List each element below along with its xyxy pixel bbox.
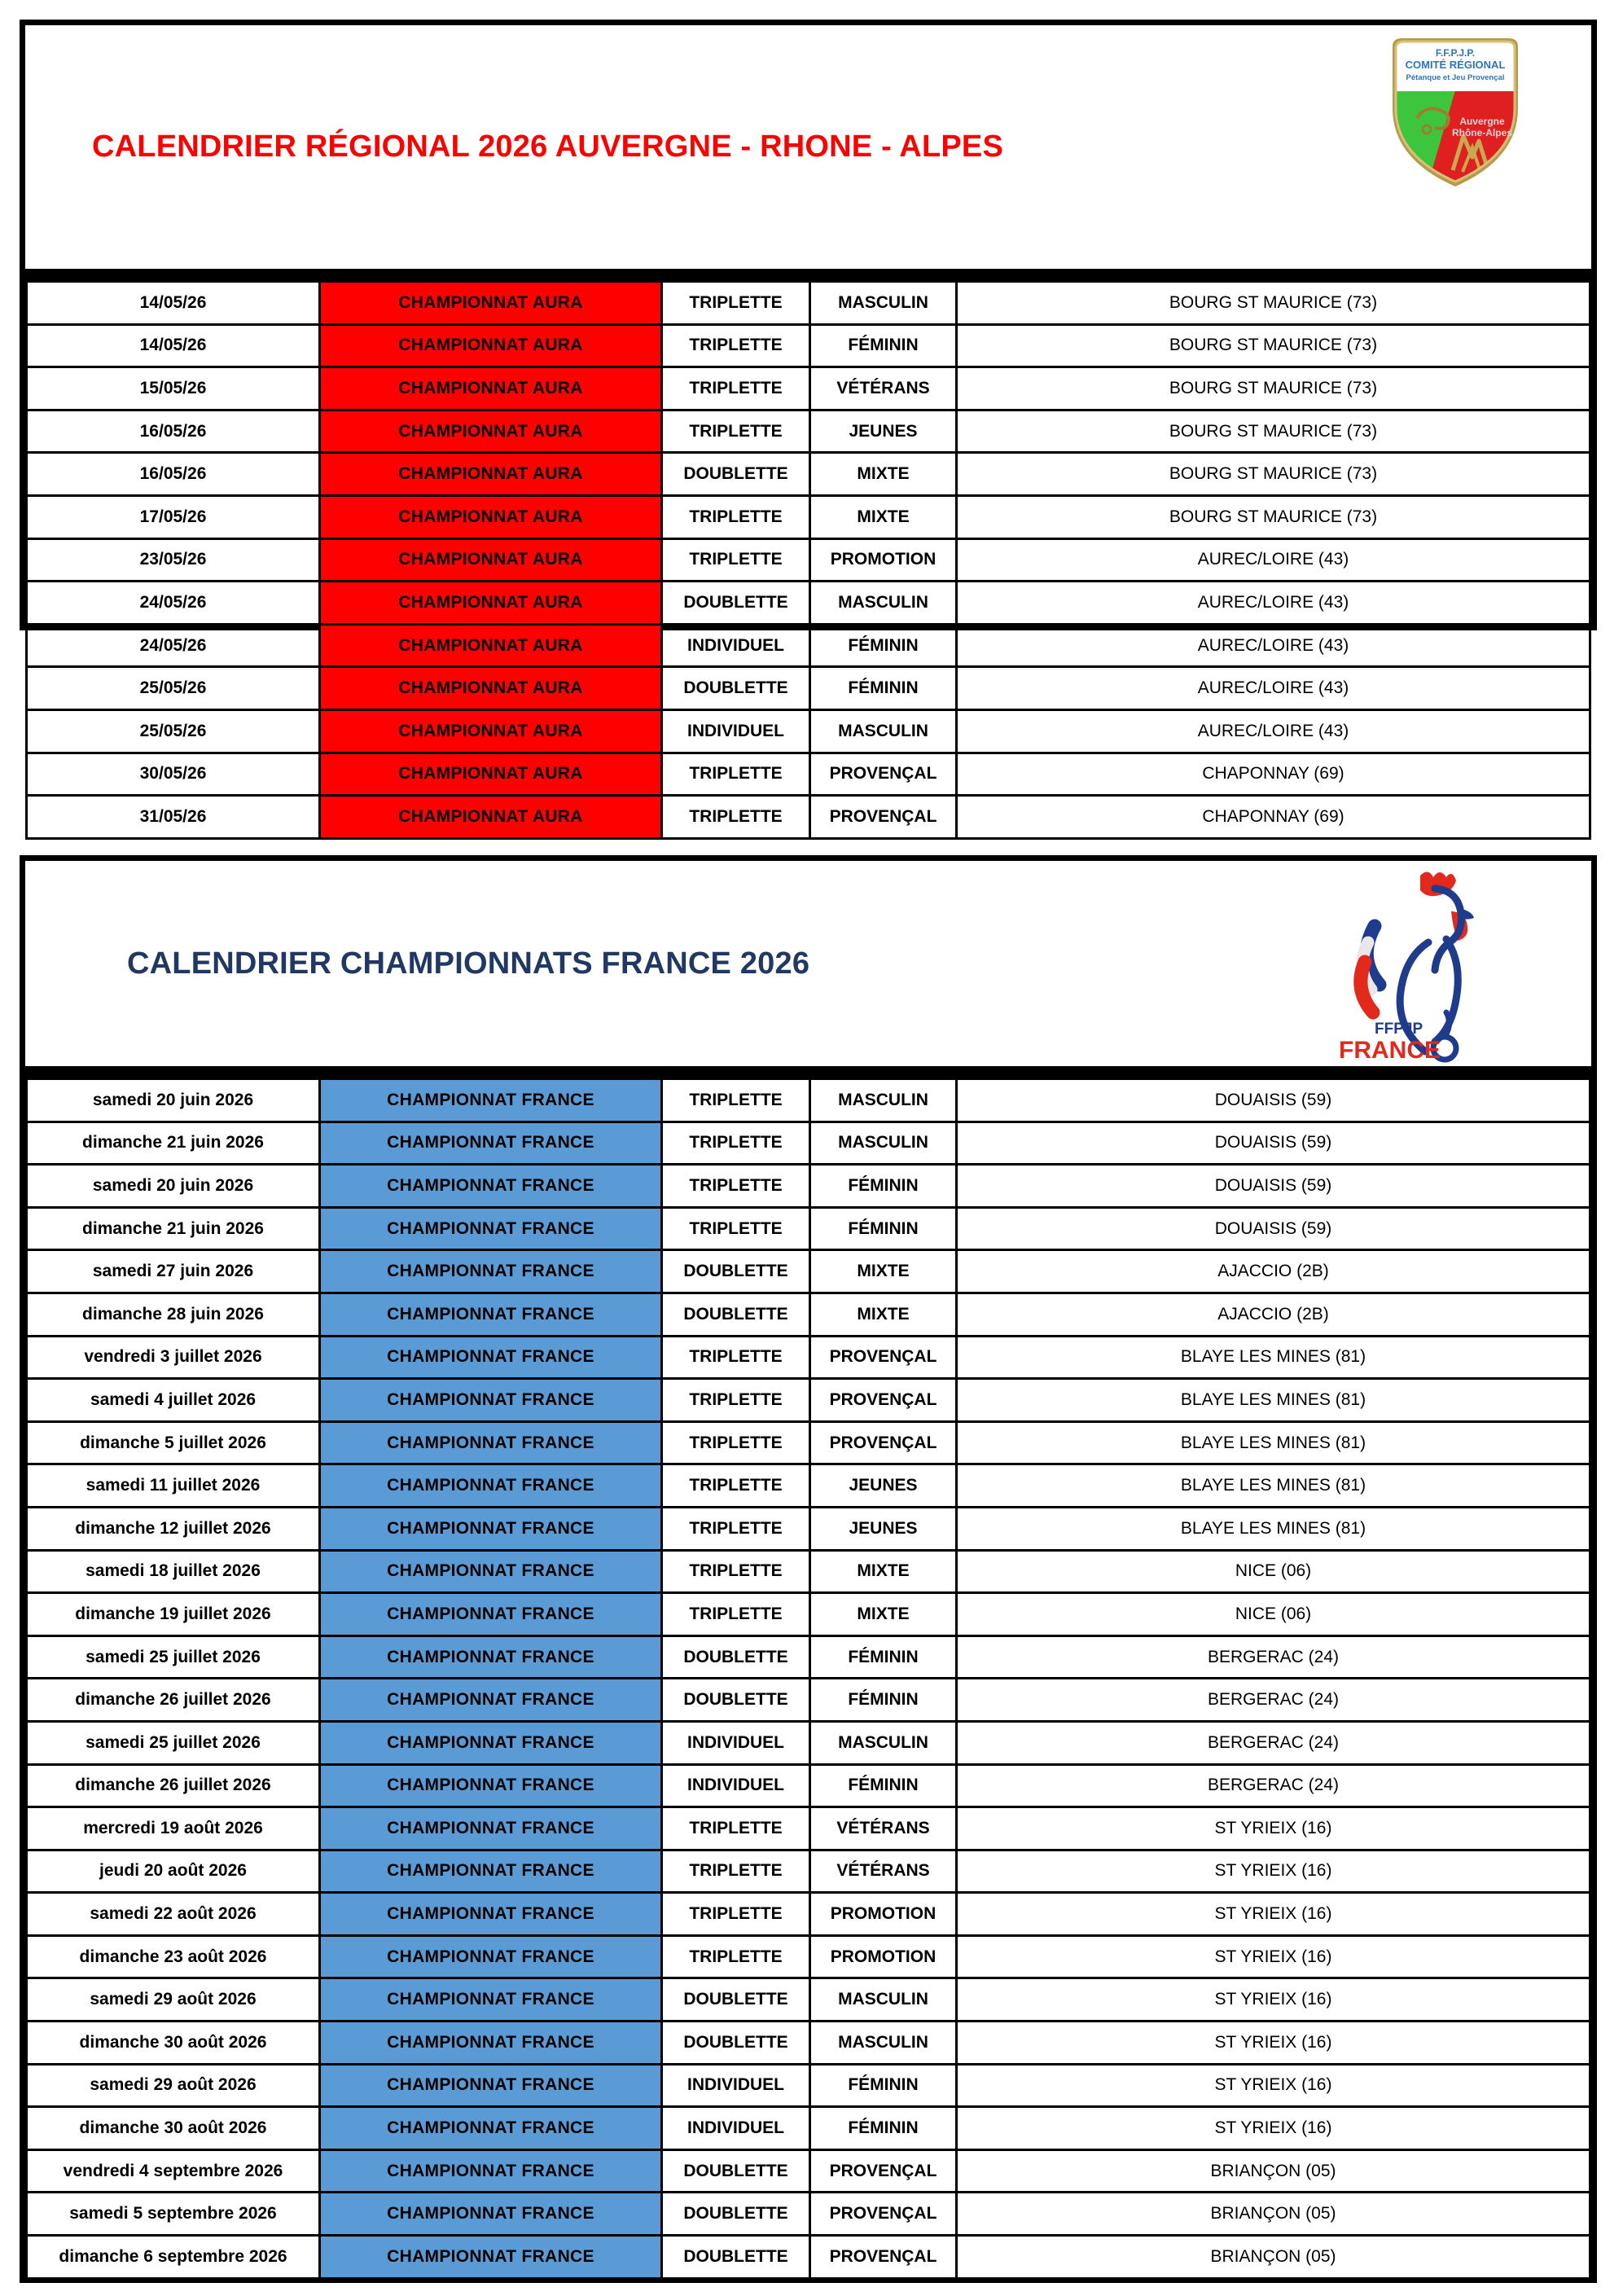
row-lieu: ST YRIEIX (16) xyxy=(957,1893,1590,1936)
row-championnat: CHAMPIONNAT FRANCE xyxy=(320,2236,662,2279)
table-row xyxy=(27,582,1590,625)
table-row xyxy=(27,1807,1590,1850)
row-lieu: ST YRIEIX (16) xyxy=(957,1978,1590,2022)
row-lieu: BRIANÇON (05) xyxy=(957,2193,1590,2236)
logo-region-line1: Auvergne xyxy=(1459,116,1505,127)
row-lieu: BOURG ST MAURICE (73) xyxy=(957,453,1590,496)
row-categorie: PROMOTION xyxy=(810,538,957,582)
row-championnat: CHAMPIONNAT AURA xyxy=(320,667,662,710)
row-formule: INDIVIDUEL xyxy=(662,709,810,753)
row-championnat: CHAMPIONNAT AURA xyxy=(320,282,662,325)
table-row xyxy=(27,1250,1590,1293)
row-date: samedi 29 août 2026 xyxy=(27,2064,320,2107)
row-lieu: AJACCIO (2B) xyxy=(957,1250,1590,1293)
row-lieu: AJACCIO (2B) xyxy=(957,1293,1590,1336)
row-formule: TRIPLETTE xyxy=(662,1850,810,1893)
row-categorie: MIXTE xyxy=(810,495,957,538)
table-row xyxy=(27,1679,1590,1722)
row-formule: TRIPLETTE xyxy=(662,796,810,839)
row-categorie: MIXTE xyxy=(810,1550,957,1593)
rooster-icon xyxy=(1324,864,1520,1068)
row-formule: TRIPLETTE xyxy=(662,282,810,325)
row-date: samedi 25 juillet 2026 xyxy=(27,1721,320,1764)
row-championnat: CHAMPIONNAT AURA xyxy=(320,624,662,667)
table-row xyxy=(27,1978,1590,2022)
row-formule: INDIVIDUEL xyxy=(662,624,810,667)
row-lieu: BLAYE LES MINES (81) xyxy=(957,1421,1590,1464)
table-row xyxy=(27,282,1590,325)
row-formule: DOUBLETTE xyxy=(662,1679,810,1722)
row-date: dimanche 26 juillet 2026 xyxy=(27,1764,320,1807)
row-date: 17/05/26 xyxy=(27,495,320,538)
row-formule: INDIVIDUEL xyxy=(662,1721,810,1764)
row-lieu: ST YRIEIX (16) xyxy=(957,2064,1590,2107)
row-formule: TRIPLETTE xyxy=(662,1935,810,1978)
row-lieu: BERGERAC (24) xyxy=(957,1679,1590,1722)
row-championnat: CHAMPIONNAT FRANCE xyxy=(320,2064,662,2107)
row-championnat: CHAMPIONNAT FRANCE xyxy=(320,1293,662,1336)
row-formule: DOUBLETTE xyxy=(662,582,810,625)
row-lieu: BLAYE LES MINES (81) xyxy=(957,1507,1590,1550)
table-row xyxy=(27,1721,1590,1764)
row-categorie: FÉMININ xyxy=(810,1165,957,1208)
row-lieu: AUREC/LOIRE (43) xyxy=(957,709,1590,753)
row-formule: TRIPLETTE xyxy=(662,1464,810,1508)
france-banner-section xyxy=(20,855,1597,1072)
row-lieu: BRIANÇON (05) xyxy=(957,2236,1590,2279)
row-championnat: CHAMPIONNAT FRANCE xyxy=(320,1079,662,1122)
table-row xyxy=(27,1464,1590,1508)
row-date: dimanche 30 août 2026 xyxy=(27,2022,320,2065)
row-lieu: AUREC/LOIRE (43) xyxy=(957,582,1590,625)
row-date: samedi 27 juin 2026 xyxy=(27,1250,320,1293)
row-date: 25/05/26 xyxy=(27,667,320,710)
row-date: 15/05/26 xyxy=(27,367,320,410)
row-formule: TRIPLETTE xyxy=(662,1507,810,1550)
row-championnat: CHAMPIONNAT FRANCE xyxy=(320,1250,662,1293)
row-categorie: PROVENÇAL xyxy=(810,1421,957,1464)
row-categorie: PROVENÇAL xyxy=(810,796,957,839)
row-lieu: ST YRIEIX (16) xyxy=(957,1807,1590,1850)
row-championnat: CHAMPIONNAT FRANCE xyxy=(320,1550,662,1593)
row-date: 30/05/26 xyxy=(27,753,320,796)
row-date: dimanche 23 août 2026 xyxy=(27,1935,320,1978)
row-formule: DOUBLETTE xyxy=(662,2022,810,2065)
row-date: jeudi 20 août 2026 xyxy=(27,1850,320,1893)
table-row xyxy=(27,367,1590,410)
row-lieu: ST YRIEIX (16) xyxy=(957,1935,1590,1978)
row-categorie: FÉMININ xyxy=(810,624,957,667)
aura-banner xyxy=(25,25,1591,269)
row-date: dimanche 6 septembre 2026 xyxy=(27,2236,320,2279)
row-championnat: CHAMPIONNAT FRANCE xyxy=(320,1721,662,1764)
row-date: dimanche 12 juillet 2026 xyxy=(27,1507,320,1550)
row-lieu: ST YRIEIX (16) xyxy=(957,2022,1590,2065)
table-row xyxy=(27,2193,1590,2236)
row-formule: DOUBLETTE xyxy=(662,2149,810,2193)
row-championnat: CHAMPIONNAT FRANCE xyxy=(320,1764,662,1807)
table-row xyxy=(27,1293,1590,1336)
row-formule: TRIPLETTE xyxy=(662,1550,810,1593)
row-categorie: PROVENÇAL xyxy=(810,1379,957,1422)
row-formule: DOUBLETTE xyxy=(662,2236,810,2279)
row-categorie: FÉMININ xyxy=(810,2107,957,2150)
row-lieu: BERGERAC (24) xyxy=(957,1764,1590,1807)
row-lieu: BRIANÇON (05) xyxy=(957,2149,1590,2193)
table-row xyxy=(27,1122,1590,1165)
row-date: 14/05/26 xyxy=(27,324,320,367)
row-championnat: CHAMPIONNAT FRANCE xyxy=(320,2149,662,2193)
table-row xyxy=(27,667,1590,710)
row-championnat: CHAMPIONNAT AURA xyxy=(320,324,662,367)
row-lieu: AUREC/LOIRE (43) xyxy=(957,667,1590,710)
row-lieu: BOURG ST MAURICE (73) xyxy=(957,410,1590,453)
row-formule: TRIPLETTE xyxy=(662,1593,810,1636)
row-categorie: VÉTÉRANS xyxy=(810,1807,957,1850)
row-categorie: MASCULIN xyxy=(810,1122,957,1165)
row-categorie: MIXTE xyxy=(810,1250,957,1293)
table-row xyxy=(27,753,1590,796)
row-categorie: FÉMININ xyxy=(810,2064,957,2107)
table-row xyxy=(27,2064,1590,2107)
row-date: 16/05/26 xyxy=(27,453,320,496)
table-row xyxy=(27,1507,1590,1550)
row-formule: TRIPLETTE xyxy=(662,1165,810,1208)
row-championnat: CHAMPIONNAT AURA xyxy=(320,582,662,625)
aura-calendar-table xyxy=(25,280,1591,840)
row-categorie: MIXTE xyxy=(810,1293,957,1336)
row-categorie: MASCULIN xyxy=(810,2022,957,2065)
aura-table-section xyxy=(20,274,1597,826)
row-formule: DOUBLETTE xyxy=(662,453,810,496)
table-row xyxy=(27,709,1590,753)
row-lieu: ST YRIEIX (16) xyxy=(957,2107,1590,2150)
table-row xyxy=(27,1079,1590,1122)
row-championnat: CHAMPIONNAT FRANCE xyxy=(320,1207,662,1250)
france-banner xyxy=(25,861,1591,1066)
row-categorie: FÉMININ xyxy=(810,1764,957,1807)
row-lieu: DOUAISIS (59) xyxy=(957,1079,1590,1122)
row-categorie: PROVENÇAL xyxy=(810,1336,957,1379)
row-categorie: MASCULIN xyxy=(810,1079,957,1122)
row-championnat: CHAMPIONNAT FRANCE xyxy=(320,2107,662,2150)
row-categorie: MASCULIN xyxy=(810,282,957,325)
row-date: samedi 18 juillet 2026 xyxy=(27,1550,320,1593)
table-row xyxy=(27,1635,1590,1679)
row-formule: DOUBLETTE xyxy=(662,667,810,710)
table-row xyxy=(27,1336,1590,1379)
row-categorie: PROMOTION xyxy=(810,1893,957,1936)
row-date: samedi 25 juillet 2026 xyxy=(27,1635,320,1679)
row-date: samedi 22 août 2026 xyxy=(27,1893,320,1936)
shield-icon xyxy=(1378,33,1533,188)
logo-line1: F.F.P.J.P. xyxy=(1435,47,1476,59)
row-championnat: CHAMPIONNAT FRANCE xyxy=(320,1893,662,1936)
row-championnat: CHAMPIONNAT FRANCE xyxy=(320,1165,662,1208)
table-row xyxy=(27,1207,1590,1250)
france-table-section xyxy=(20,1072,1597,2283)
row-categorie: PROMOTION xyxy=(810,1935,957,1978)
logo-line3: Pétanque et Jeu Provençal xyxy=(1406,73,1505,82)
row-lieu: BOURG ST MAURICE (73) xyxy=(957,495,1590,538)
row-formule: TRIPLETTE xyxy=(662,1379,810,1422)
table-row xyxy=(27,1165,1590,1208)
ffpjp-france-rooster-logo xyxy=(1324,864,1520,1068)
row-formule: TRIPLETTE xyxy=(662,1079,810,1122)
aura-page-title: CALENDRIER RÉGIONAL 2026 AUVERGNE - RHONE - ALPES xyxy=(92,130,1003,164)
aura-banner-section xyxy=(20,20,1597,274)
row-categorie: MIXTE xyxy=(810,453,957,496)
row-categorie: PROVENÇAL xyxy=(810,2149,957,2193)
row-date: 16/05/26 xyxy=(27,410,320,453)
row-formule: TRIPLETTE xyxy=(662,1207,810,1250)
row-categorie: FÉMININ xyxy=(810,1679,957,1722)
row-championnat: CHAMPIONNAT FRANCE xyxy=(320,1464,662,1508)
france-logo-line2: FRANCE xyxy=(1339,1037,1441,1064)
row-lieu: BOURG ST MAURICE (73) xyxy=(957,367,1590,410)
row-categorie: FÉMININ xyxy=(810,1207,957,1250)
row-date: 31/05/26 xyxy=(27,796,320,839)
row-categorie: JEUNES xyxy=(810,410,957,453)
row-date: vendredi 3 juillet 2026 xyxy=(27,1336,320,1379)
row-lieu: ST YRIEIX (16) xyxy=(957,1850,1590,1893)
row-date: vendredi 4 septembre 2026 xyxy=(27,2149,320,2193)
table-row xyxy=(27,2236,1590,2279)
row-lieu: AUREC/LOIRE (43) xyxy=(957,538,1590,582)
row-formule: INDIVIDUEL xyxy=(662,2107,810,2150)
row-date: mercredi 19 août 2026 xyxy=(27,1807,320,1850)
row-lieu: NICE (06) xyxy=(957,1550,1590,1593)
row-formule: INDIVIDUEL xyxy=(662,1764,810,1807)
row-formule: DOUBLETTE xyxy=(662,1293,810,1336)
row-championnat: CHAMPIONNAT FRANCE xyxy=(320,1421,662,1464)
row-championnat: CHAMPIONNAT FRANCE xyxy=(320,1507,662,1550)
row-championnat: CHAMPIONNAT AURA xyxy=(320,753,662,796)
row-formule: TRIPLETTE xyxy=(662,1807,810,1850)
row-categorie: FÉMININ xyxy=(810,1635,957,1679)
table-row xyxy=(27,453,1590,496)
row-formule: TRIPLETTE xyxy=(662,1421,810,1464)
row-date: samedi 5 septembre 2026 xyxy=(27,2193,320,2236)
table-row xyxy=(27,324,1590,367)
row-formule: INDIVIDUEL xyxy=(662,2064,810,2107)
france-table-body xyxy=(27,1079,1590,2279)
row-championnat: CHAMPIONNAT FRANCE xyxy=(320,1978,662,2022)
row-championnat: CHAMPIONNAT FRANCE xyxy=(320,1807,662,1850)
table-row xyxy=(27,796,1590,839)
row-lieu: NICE (06) xyxy=(957,1593,1590,1636)
row-formule: TRIPLETTE xyxy=(662,753,810,796)
row-championnat: CHAMPIONNAT FRANCE xyxy=(320,1593,662,1636)
row-lieu: BERGERAC (24) xyxy=(957,1635,1590,1679)
table-row xyxy=(27,2149,1590,2193)
row-date: dimanche 19 juillet 2026 xyxy=(27,1593,320,1636)
row-formule: DOUBLETTE xyxy=(662,1635,810,1679)
row-categorie: MASCULIN xyxy=(810,1978,957,2022)
france-calendar-table xyxy=(25,1078,1591,2280)
table-row xyxy=(27,495,1590,538)
row-lieu: CHAPONNAY (69) xyxy=(957,796,1590,839)
row-championnat: CHAMPIONNAT FRANCE xyxy=(320,1379,662,1422)
aura-table-body xyxy=(27,282,1590,839)
row-categorie: FÉMININ xyxy=(810,667,957,710)
row-date: samedi 20 juin 2026 xyxy=(27,1165,320,1208)
row-categorie: MASCULIN xyxy=(810,582,957,625)
row-championnat: CHAMPIONNAT FRANCE xyxy=(320,1122,662,1165)
row-date: dimanche 30 août 2026 xyxy=(27,2107,320,2150)
row-championnat: CHAMPIONNAT AURA xyxy=(320,796,662,839)
row-categorie: JEUNES xyxy=(810,1507,957,1550)
france-page-title: CALENDRIER CHAMPIONNATS FRANCE 2026 xyxy=(127,946,810,981)
row-championnat: CHAMPIONNAT FRANCE xyxy=(320,2193,662,2236)
row-lieu: DOUAISIS (59) xyxy=(957,1165,1590,1208)
row-date: samedi 4 juillet 2026 xyxy=(27,1379,320,1422)
table-row xyxy=(27,2022,1590,2065)
row-formule: TRIPLETTE xyxy=(662,1336,810,1379)
row-championnat: CHAMPIONNAT AURA xyxy=(320,410,662,453)
row-formule: TRIPLETTE xyxy=(662,410,810,453)
row-categorie: JEUNES xyxy=(810,1464,957,1508)
row-formule: DOUBLETTE xyxy=(662,2193,810,2236)
row-lieu: BOURG ST MAURICE (73) xyxy=(957,324,1590,367)
row-date: dimanche 26 juillet 2026 xyxy=(27,1679,320,1722)
row-formule: DOUBLETTE xyxy=(662,1978,810,2022)
ffpjp-aura-shield-logo xyxy=(1378,33,1533,188)
row-date: samedi 29 août 2026 xyxy=(27,1978,320,2022)
row-lieu: BLAYE LES MINES (81) xyxy=(957,1379,1590,1422)
row-championnat: CHAMPIONNAT FRANCE xyxy=(320,1336,662,1379)
row-categorie: FÉMININ xyxy=(810,324,957,367)
row-championnat: CHAMPIONNAT FRANCE xyxy=(320,1850,662,1893)
row-formule: TRIPLETTE xyxy=(662,1893,810,1936)
row-formule: TRIPLETTE xyxy=(662,495,810,538)
table-row xyxy=(27,1550,1590,1593)
row-lieu: BOURG ST MAURICE (73) xyxy=(957,282,1590,325)
row-categorie: PROVENÇAL xyxy=(810,2193,957,2236)
row-date: 24/05/26 xyxy=(27,582,320,625)
row-lieu: CHAPONNAY (69) xyxy=(957,753,1590,796)
row-lieu: BLAYE LES MINES (81) xyxy=(957,1336,1590,1379)
row-championnat: CHAMPIONNAT AURA xyxy=(320,709,662,753)
row-championnat: CHAMPIONNAT AURA xyxy=(320,453,662,496)
row-categorie: VÉTÉRANS xyxy=(810,1850,957,1893)
logo-region-line2: Rhône-Alpes xyxy=(1451,127,1513,138)
row-date: dimanche 5 juillet 2026 xyxy=(27,1421,320,1464)
row-date: dimanche 28 juin 2026 xyxy=(27,1293,320,1336)
row-categorie: MASCULIN xyxy=(810,709,957,753)
row-categorie: PROVENÇAL xyxy=(810,753,957,796)
row-date: 25/05/26 xyxy=(27,709,320,753)
row-date: dimanche 21 juin 2026 xyxy=(27,1122,320,1165)
row-championnat: CHAMPIONNAT AURA xyxy=(320,495,662,538)
row-date: samedi 20 juin 2026 xyxy=(27,1079,320,1122)
table-row xyxy=(27,1379,1590,1422)
france-logo-line1: FFPJP xyxy=(1375,1021,1423,1038)
row-lieu: BLAYE LES MINES (81) xyxy=(957,1464,1590,1508)
table-row xyxy=(27,410,1590,453)
row-date: 23/05/26 xyxy=(27,538,320,582)
row-formule: TRIPLETTE xyxy=(662,324,810,367)
row-championnat: CHAMPIONNAT FRANCE xyxy=(320,1679,662,1722)
row-formule: DOUBLETTE xyxy=(662,1250,810,1293)
row-categorie: VÉTÉRANS xyxy=(810,367,957,410)
row-lieu: DOUAISIS (59) xyxy=(957,1122,1590,1165)
table-row xyxy=(27,1421,1590,1464)
row-date: 14/05/26 xyxy=(27,282,320,325)
row-date: samedi 11 juillet 2026 xyxy=(27,1464,320,1508)
row-championnat: CHAMPIONNAT AURA xyxy=(320,367,662,410)
row-formule: TRIPLETTE xyxy=(662,1122,810,1165)
row-championnat: CHAMPIONNAT FRANCE xyxy=(320,2022,662,2065)
row-categorie: MIXTE xyxy=(810,1593,957,1636)
row-formule: TRIPLETTE xyxy=(662,367,810,410)
row-formule: TRIPLETTE xyxy=(662,538,810,582)
table-row xyxy=(27,624,1590,667)
table-row xyxy=(27,1764,1590,1807)
table-row xyxy=(27,538,1590,582)
row-lieu: BERGERAC (24) xyxy=(957,1721,1590,1764)
table-row xyxy=(27,1935,1590,1978)
row-date: 24/05/26 xyxy=(27,624,320,667)
row-categorie: PROVENÇAL xyxy=(810,2236,957,2279)
row-lieu: AUREC/LOIRE (43) xyxy=(957,624,1590,667)
table-row xyxy=(27,1593,1590,1636)
row-categorie: MASCULIN xyxy=(810,1721,957,1764)
table-row xyxy=(27,2107,1590,2150)
row-championnat: CHAMPIONNAT FRANCE xyxy=(320,1635,662,1679)
logo-line2: COMITÉ RÉGIONAL xyxy=(1405,59,1506,71)
table-row xyxy=(27,1893,1590,1936)
row-championnat: CHAMPIONNAT FRANCE xyxy=(320,1935,662,1978)
row-championnat: CHAMPIONNAT AURA xyxy=(320,538,662,582)
row-lieu: DOUAISIS (59) xyxy=(957,1207,1590,1250)
table-row xyxy=(27,1850,1590,1893)
row-date: dimanche 21 juin 2026 xyxy=(27,1207,320,1250)
